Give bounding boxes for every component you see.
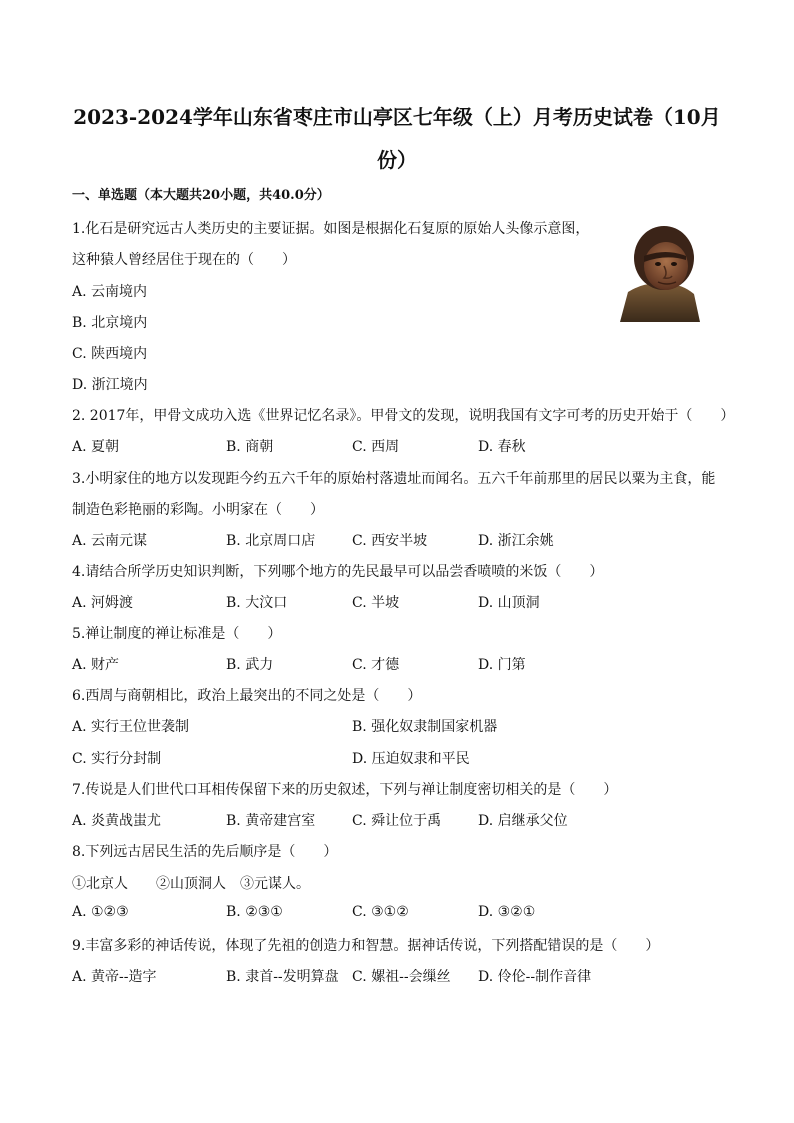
question-4-option-b: B. 大汶口 [226,595,288,611]
question-2-option-b: B. 商朝 [226,439,274,455]
question-4-text: 4.请结合所学历史知识判断，下列哪个地方的先民最早可以品尝香喷喷的米饭（ ） [72,564,604,580]
question-8-items: ①北京人 ②山顶洞人 ③元谋人。 [72,876,310,892]
question-5-option-b: B. 武力 [226,657,274,673]
question-3-text-cont: 制造色彩艳丽的彩陶。小明家在（ ） [72,502,324,518]
question-8-option-d: D. ③②① [478,904,536,920]
question-8-option-c: C. ③①② [352,904,409,920]
question-1-option-a: A. 云南境内 [72,284,148,300]
question-9-option-c: C. 嫘祖--会缫丝 [352,969,451,985]
question-5-option-d: D. 门第 [478,657,526,673]
question-1-text-cont: 这种猿人曾经居住于现在的（ ） [72,252,296,268]
question-7-text: 7.传说是人们世代口耳相传保留下来的历史叙述，下列与禅让制度密切相关的是（ ） [72,782,618,798]
question-9-option-a: A. 黄帝--造字 [72,969,157,985]
question-2-option-d: D. 春秋 [478,439,526,455]
question-7-option-a: A. 炎黄战蚩尤 [72,813,162,829]
question-3-option-b: B. 北京周口店 [226,533,316,549]
question-3-option-d: D. 浙江余姚 [478,533,554,549]
question-1-option-b: B. 北京境内 [72,315,148,331]
question-4-option-c: C. 半坡 [352,595,400,611]
question-2-option-a: A. 夏朝 [72,439,120,455]
question-8-text: 8.下列远古居民生活的先后顺序是（ ） [72,844,338,860]
question-6-option-c: C. 实行分封制 [72,751,162,767]
question-5-option-a: A. 财产 [72,657,120,673]
question-3-text: 3.小明家住的地方以发现距今约五六千年的原始村落遗址而闻名。五六千年前那里的居民以粟为主食，能 [72,471,716,487]
question-4-option-d: D. 山顶洞 [478,595,540,611]
question-2-option-c: C. 西周 [352,439,400,455]
section-heading: 一、单选题（本大题共20小题，共40.0分） [72,188,330,203]
question-1-option-c: C. 陕西境内 [72,346,148,362]
question-6-text: 6.西周与商朝相比，政治上最突出的不同之处是（ ） [72,688,422,704]
question-5-text: 5.禅让制度的禅让标准是（ ） [72,626,282,642]
primitive-human-head-image [614,222,706,324]
question-3-option-c: C. 西安半坡 [352,533,428,549]
question-1-option-d: D. 浙江境内 [72,377,148,393]
question-7-option-b: B. 黄帝建宫室 [226,813,316,829]
question-6-option-b: B. 强化奴隶制国家机器 [352,719,498,735]
question-4-option-a: A. 河姆渡 [72,595,134,611]
question-8-option-a: A. ①②③ [72,904,129,920]
question-6-option-a: A. 实行王位世袭制 [72,719,190,735]
question-2-text: 2. 2017年，甲骨文成功入选《世界记忆名录》。甲骨文的发现，说明我国有文字可考的历史开始于（ ） [72,408,735,424]
question-3-option-a: A. 云南元谋 [72,533,148,549]
question-8-option-b: B. ②③① [226,904,283,920]
question-9-text: 9.丰富多彩的神话传说，体现了先祖的创造力和智慧。据神话传说，下列搭配错误的是（ ） [72,938,660,954]
question-7-option-c: C. 舜让位于禹 [352,813,442,829]
question-5-option-c: C. 才德 [352,657,400,673]
question-7-option-d: D. 启继承父位 [478,813,568,829]
question-1-text: 1.化石是研究远古人类历史的主要证据。如图是根据化石复原的原始人头像示意图， [72,221,590,237]
question-9-option-d: D. 伶伦--制作音律 [478,969,592,985]
question-9-option-b: B. 隶首--发明算盘 [226,969,339,985]
question-6-option-d: D. 压迫奴隶和平民 [352,751,470,767]
page-title: 2023-2024学年山东省枣庄市山亭区七年级（上）月考历史试卷（10月份） [73,105,721,172]
